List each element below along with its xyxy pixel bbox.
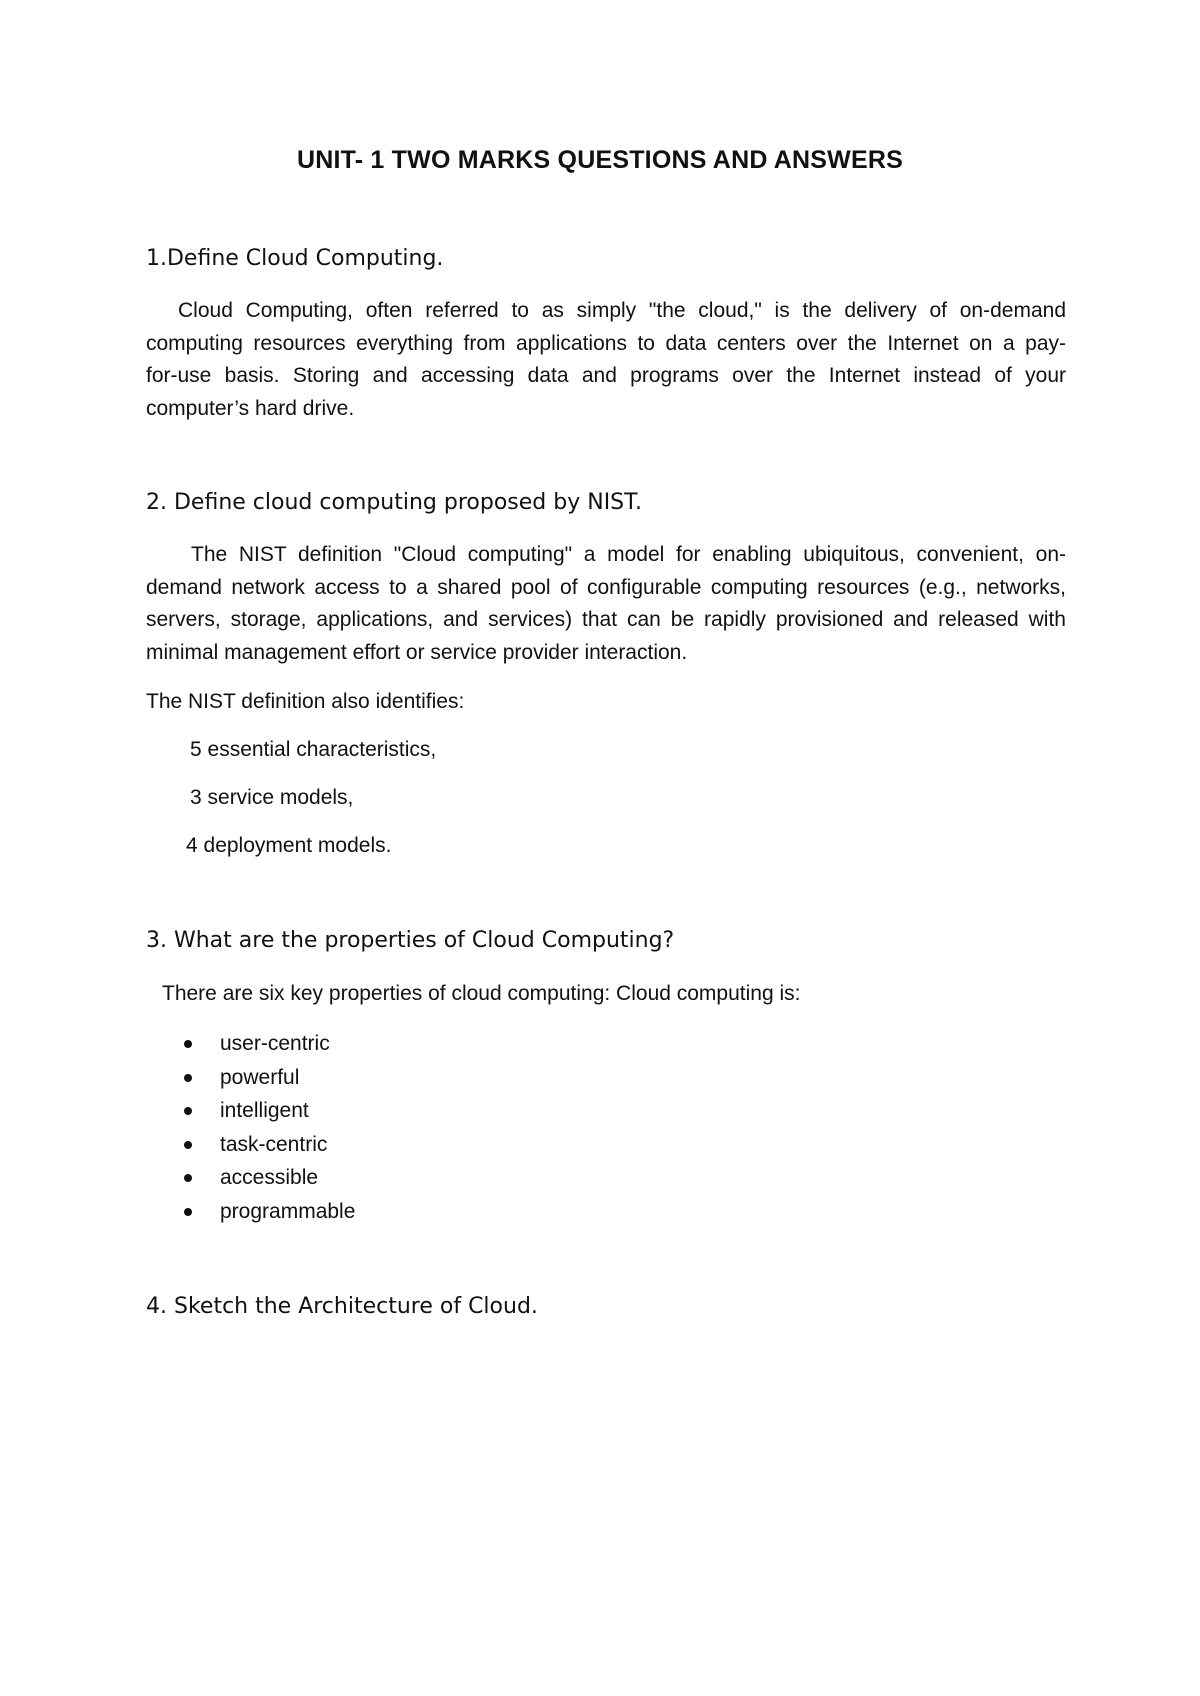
answer-line: servers, storage, applications, and services) that can be rapidly provisioned and released with [146, 608, 1066, 631]
property-label: powerful [220, 1065, 300, 1089]
nist-item: 5 essential characteristics, [190, 738, 437, 761]
property-label: intelligent [220, 1099, 309, 1123]
property-label: user-centric [220, 1032, 330, 1055]
nist-identifies-intro: The NIST definition also identifies: [146, 690, 465, 713]
list-item [184, 1195, 355, 1229]
nist-item: 4 deployment models. [186, 834, 392, 857]
properties-list [184, 1027, 355, 1229]
list-item [184, 1128, 355, 1162]
answer-line: Cloud Computing, often referred to as simply "the cloud," is the delivery of on-demand [178, 299, 1066, 322]
page-title: UNIT- 1 TWO MARKS QUESTIONS AND ANSWERS [297, 146, 903, 174]
bullet-icon [184, 1107, 192, 1115]
answer-line: demand network access to a shared pool of configurable computing resources (e.g., networks, [146, 575, 1066, 599]
question-4-heading: 4. Sketch the Architecture of Cloud. [146, 1294, 538, 1319]
property-label: task-centric [220, 1132, 328, 1156]
list-item [184, 1094, 355, 1128]
property-label: accessible [220, 1166, 319, 1190]
property-label: programmable [220, 1199, 356, 1223]
bullet-icon [184, 1141, 192, 1149]
bullet-icon [184, 1174, 192, 1182]
question-2-answer [146, 539, 1066, 669]
answer-line: The NIST definition "Cloud computing" a model for enabling ubiquitous, convenient, on- [191, 543, 1066, 566]
list-item [184, 1061, 355, 1095]
question-1-answer [146, 295, 1066, 425]
answer-line: computing resources everything from applications to data centers over the Internet on a pay- [146, 331, 1066, 355]
list-item [184, 1027, 355, 1061]
question-3-heading: 3. What are the properties of Cloud Computing? [146, 928, 675, 953]
properties-intro: There are six key properties of cloud computing: Cloud computing is: [162, 982, 801, 1005]
question-2-heading: 2. Define cloud computing proposed by NIST. [146, 490, 642, 515]
answer-line: minimal management effort or service provider interaction. [146, 640, 688, 664]
answer-line: computer’s hard drive. [146, 396, 355, 420]
question-1-heading: 1.Define Cloud Computing. [146, 246, 444, 271]
nist-item: 3 service models, [190, 786, 354, 809]
bullet-icon [184, 1040, 192, 1048]
bullet-icon [184, 1208, 192, 1216]
list-item [184, 1161, 355, 1195]
answer-line: for-use basis. Storing and accessing data and programs over the Internet instead of your [146, 364, 1066, 387]
bullet-icon [184, 1074, 192, 1082]
